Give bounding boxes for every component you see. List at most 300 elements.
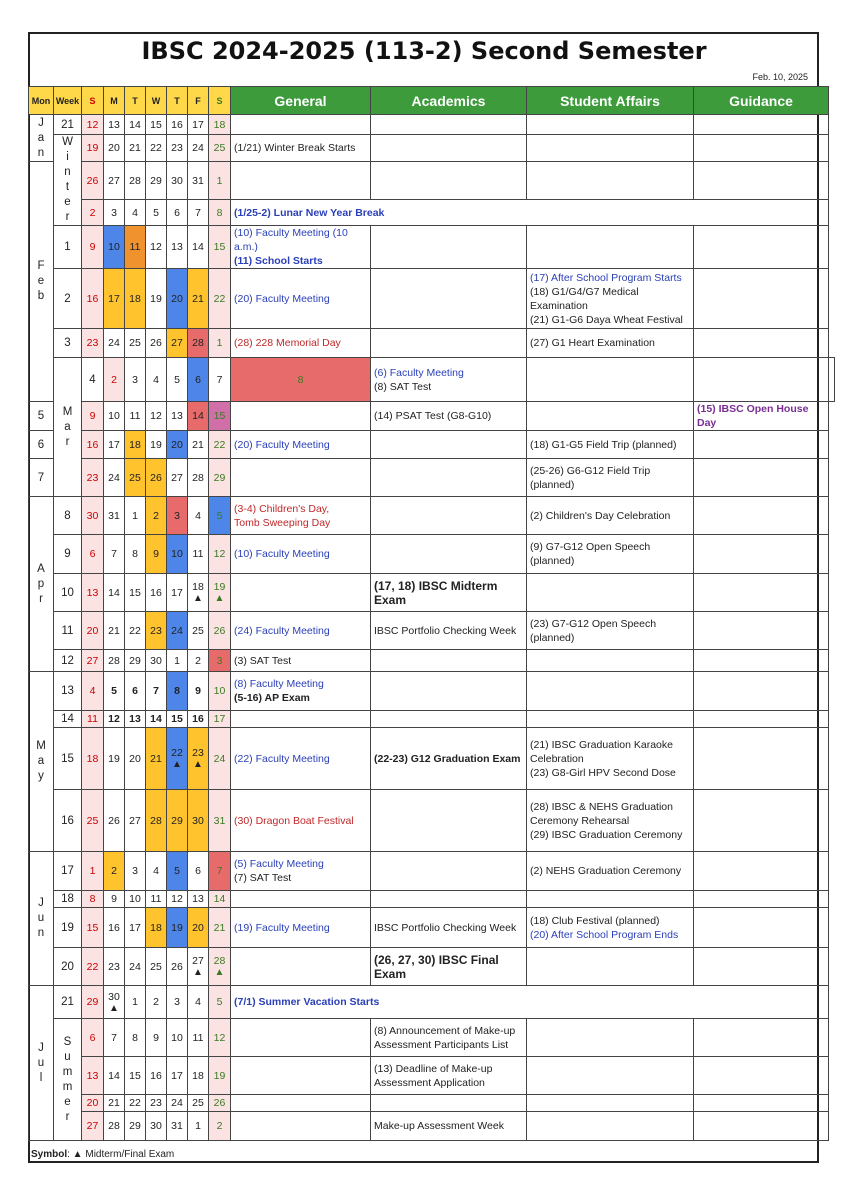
day-number: 7 [216,865,223,877]
day-number: 3 [174,996,180,1008]
academics-cell [371,535,527,574]
day-cell [188,402,209,431]
guidance-cell [694,162,829,200]
day-number: 28 [192,337,204,349]
day-number: 12 [171,893,183,905]
day-cell [167,728,188,790]
day-cell [188,728,209,790]
day-cell [82,200,104,226]
day-number: 20 [129,752,141,765]
week-row [29,711,835,728]
student-affairs-cell [527,790,694,852]
student-affairs-cell [527,908,694,948]
day-cell [209,1057,231,1095]
day-cell [146,728,167,790]
calendar-table [28,86,835,1141]
day-cell [167,908,188,948]
guidance-cell [694,115,829,135]
day-number: 27 [171,337,183,349]
day-number: 26 [150,337,162,349]
day-cell [146,1019,167,1057]
day-cell [209,135,231,162]
day-number: 29 [129,654,141,667]
week-row [29,226,835,269]
day-number: 7 [111,1031,117,1044]
guidance-event: (15) IBSC Open House Day [697,403,809,429]
day-cell [82,115,104,135]
day-cell [167,459,188,497]
week-number: 18 [54,891,82,908]
day-number: 12 [150,241,162,253]
day-number: 28 [150,814,162,827]
day-number: 21 [129,142,141,154]
general-event-line: (10) Faculty Meeting (10 a.m.) [234,227,348,253]
general-cell [231,115,371,135]
day-cell [209,329,231,358]
week-number: 10 [54,574,82,612]
day-number: 6 [174,206,180,219]
day-cell [104,612,125,650]
academics-cell [371,1112,527,1141]
week-number: 7 [29,459,54,497]
day-number: 20 [192,921,204,934]
exam-triangle-icon: ▲ [214,593,225,604]
guidance-cell [694,1095,829,1112]
day-number: 14 [213,893,226,905]
day-number: 11 [150,893,162,905]
day-cell [167,711,188,728]
day-cell [82,948,104,986]
academics-cell [371,459,527,497]
day-cell [125,790,146,852]
day-cell [209,650,231,672]
day-number: 9 [153,1031,159,1044]
general-event-line: (3-4) Children's Day, [234,502,330,515]
day-number: 19 [86,142,99,154]
day-cell [82,226,104,269]
header-day-thu: T [167,87,188,115]
header-general: General [231,87,371,115]
day-cell [209,612,231,650]
student-affairs-cell [527,269,694,329]
guidance-cell [694,431,829,459]
day-number: 16 [86,438,99,451]
day-number: 3 [132,865,138,877]
week-number: 11 [54,612,82,650]
day-cell [167,162,188,200]
general-cell [231,497,371,535]
day-cell [209,986,231,1019]
day-cell [125,115,146,135]
day-number: 23 [192,747,204,759]
day-number: 23 [150,624,162,637]
day-number: 19 [213,1069,226,1082]
guidance-cell [694,1112,829,1141]
day-number: 13 [129,713,141,725]
week-row [29,672,835,711]
guidance-cell [694,574,829,612]
day-cell [82,431,104,459]
day-number: 7 [195,206,201,219]
academics-cell [371,852,527,891]
student-affairs-event-line: (17) After School Program Starts [530,271,682,284]
day-cell [188,497,209,535]
guidance-cell [694,612,829,650]
week-row [29,1057,835,1095]
day-cell [146,402,167,431]
header-day-fri: F [188,87,209,115]
week-row [29,1019,835,1057]
day-cell [82,711,104,728]
week-row [29,852,835,891]
header-day-sun: S [82,87,104,115]
academics-cell [371,1095,527,1112]
day-cell [125,269,146,329]
student-affairs-cell [527,612,694,650]
day-number: 8 [89,893,96,905]
day-cell [82,852,104,891]
day-cell [167,329,188,358]
day-number: 19 [171,921,183,934]
day-number: 10 [171,548,183,560]
day-cell [104,1095,125,1112]
day-cell [146,790,167,852]
general-event-line: (8) SAT Test [374,380,432,393]
academics-cell [371,1019,527,1057]
day-number: 25 [192,624,204,637]
student-affairs-cell [527,948,694,986]
day-number: 24 [108,471,120,484]
student-affairs-event: (27) G1 Heart Examination [530,337,655,349]
day-cell [104,948,125,986]
week-row [29,535,835,574]
general-cell [231,612,371,650]
academics-cell [371,431,527,459]
day-number: 6 [195,373,201,386]
student-affairs-cell [527,459,694,497]
day-number: 12 [150,410,162,422]
day-number: 22 [150,142,162,154]
day-number: 25 [86,814,99,827]
student-affairs-cell [527,1112,694,1141]
day-cell [125,431,146,459]
week-row [29,891,835,908]
day-number: 17 [192,118,204,131]
day-number: 14 [108,1069,120,1082]
day-cell [167,612,188,650]
exam-triangle-icon: ▲ [193,593,203,604]
day-cell [209,1095,231,1112]
day-cell [167,790,188,852]
week-row [29,431,835,459]
day-number: 27 [171,471,183,484]
day-number: 25 [129,471,141,484]
week-row [29,162,835,200]
day-cell [125,162,146,200]
day-cell [209,459,231,497]
day-cell [146,135,167,162]
merged-event-cell: (1/25-2) Lunar New Year Break [231,200,829,226]
day-number: 2 [153,996,159,1008]
general-event-line: Tomb Sweeping Day [234,516,331,529]
day-cell [209,226,231,269]
exam-triangle-icon: ▲ [193,759,203,770]
student-affairs-event-line: Ceremony Rehearsal [530,814,630,827]
header-student-affairs: Student Affairs [527,87,694,115]
day-number: 11 [192,1031,204,1044]
page-title: IBSC 2024-2025 (113-2) Second Semester [141,37,707,65]
guidance-cell [694,852,829,891]
exam-triangle-icon: ▲ [193,967,203,978]
academics-event: IBSC Portfolio Checking Week [374,624,517,637]
day-cell [104,1019,125,1057]
day-cell [125,986,146,1019]
day-number: 27 [86,1120,99,1132]
week-row [29,728,835,790]
day-number: 16 [150,586,162,599]
day-cell [209,672,231,711]
day-cell [104,1057,125,1095]
general-cell [231,459,371,497]
day-cell [188,790,209,852]
day-cell [146,269,167,329]
day-number: 31 [213,814,226,827]
day-cell [209,790,231,852]
day-cell [146,358,167,402]
day-cell [146,226,167,269]
guidance-cell [694,711,829,728]
day-number: 23 [150,1097,162,1109]
day-cell [82,1095,104,1112]
day-number: 10 [129,893,141,905]
day-cell [146,574,167,612]
day-cell [104,790,125,852]
academics-cell [371,672,527,711]
day-number: 6 [195,865,201,877]
guidance-cell [694,672,829,711]
day-cell [167,431,188,459]
general-event: (19) Faculty Meeting [234,921,330,934]
academics-cell [371,612,527,650]
day-number: 10 [108,241,120,253]
week-row [29,908,835,948]
academics-event: (14) PSAT Test (G8-G10) [374,410,492,422]
general-cell [231,574,371,612]
academics-cell [371,728,527,790]
general-cell [231,1057,371,1095]
general-cell [231,162,371,200]
academics-cell [371,948,527,986]
day-cell [82,535,104,574]
day-cell [167,115,188,135]
day-number: 24 [108,337,120,349]
day-number: 30 [86,509,99,522]
day-cell [125,497,146,535]
day-number: 22 [213,292,226,305]
exam-triangle-icon: ▲ [109,1002,119,1014]
general-cell [231,891,371,908]
day-number: 29 [150,174,162,187]
day-cell [146,1112,167,1141]
general-cell [231,1019,371,1057]
day-cell [104,459,125,497]
month-label-may [29,672,54,852]
academics-cell [527,358,694,402]
day-cell [167,269,188,329]
guidance-cell [694,1057,829,1095]
day-cell [209,402,231,431]
day-cell [167,402,188,431]
week-number: 19 [54,908,82,948]
day-cell [188,162,209,200]
week-row [29,115,835,135]
day-cell [146,948,167,986]
day-number: 20 [171,438,183,451]
week-number: 21 [54,986,82,1019]
day-number: 10 [108,410,120,422]
student-affairs-cell [527,711,694,728]
vertical-label: S u m m e r [62,1035,73,1123]
week-number: 16 [54,790,82,852]
header-guidance: Guidance [694,87,829,115]
vertical-label: W i n t e r [62,136,73,223]
day-cell [82,650,104,672]
day-number: 14 [108,586,120,599]
vertical-label: F e b [37,260,45,302]
day-number: 15 [86,921,99,934]
day-number: 3 [216,654,223,667]
day-cell [146,612,167,650]
day-number: 18 [150,921,162,934]
day-number: 30 [150,1120,162,1132]
student-affairs-event: (23) G7-G12 Open Speech (planned) [530,617,657,644]
day-cell [146,908,167,948]
academics-event-line: (13) Deadline of Make-up [374,1062,493,1075]
day-cell [82,269,104,329]
day-number: 26 [213,1097,226,1109]
general-event: (24) Faculty Meeting [234,624,330,637]
academics-event-line: Assessment Participants List [374,1038,509,1051]
general-cell [231,135,371,162]
week-number: 15 [54,728,82,790]
day-number: 23 [108,960,120,973]
week-row [29,948,835,986]
academics-event-line: (8) Announcement of Make-up [374,1024,516,1037]
week-number: 2 [54,269,82,329]
day-number: 3 [132,373,138,386]
day-cell [188,1057,209,1095]
day-cell [167,535,188,574]
day-number: 6 [89,1031,96,1044]
day-cell [146,162,167,200]
academics-cell [371,162,527,200]
day-number: 4 [195,509,201,522]
academics-cell [371,402,527,431]
day-cell [82,402,104,431]
academics-cell [371,226,527,269]
day-number: 19 [213,581,226,593]
day-cell [82,790,104,852]
day-number: 30 [150,654,162,667]
day-number: 2 [89,206,96,219]
day-cell [188,200,209,226]
header-day-tue: T [125,87,146,115]
day-number: 12 [86,118,99,131]
day-cell [146,672,167,711]
day-number: 28 [192,471,204,484]
week-row [29,497,835,535]
student-affairs-cell [527,1019,694,1057]
academics-event-line: Assessment Application [374,1076,485,1089]
day-number: 18 [213,118,226,131]
day-cell [125,852,146,891]
day-number: 2 [111,865,117,877]
week-number: 14 [54,711,82,728]
week-number: 1 [54,226,82,269]
day-cell [104,711,125,728]
day-number: 31 [192,174,204,187]
student-affairs-cell [527,115,694,135]
month-label-jun [29,852,54,986]
day-cell [188,908,209,948]
day-cell [167,135,188,162]
student-affairs-cell [527,852,694,891]
day-cell [188,711,209,728]
day-number: 22 [213,438,226,451]
day-number: 24 [129,960,141,973]
day-number: 28 [108,654,120,667]
day-number: 6 [89,548,96,560]
general-cell [231,908,371,948]
day-number: 16 [150,1069,162,1082]
day-number: 9 [153,548,159,560]
revision-date: Feb. 10, 2025 [752,72,808,82]
month-label-jan [29,115,54,162]
day-number: 15 [150,118,162,131]
day-cell [125,402,146,431]
day-cell [146,1057,167,1095]
day-cell [82,672,104,711]
day-cell [104,329,125,358]
day-cell [82,1057,104,1095]
day-cell [167,852,188,891]
day-number: 29 [213,471,226,484]
day-number: 5 [153,206,159,219]
day-number: 9 [195,685,201,697]
day-cell [146,891,167,908]
day-number: 1 [174,654,180,667]
day-cell [125,574,146,612]
day-number: 28 [108,1120,120,1132]
day-number: 23 [86,471,99,484]
day-number: 21 [108,1097,120,1109]
day-number: 1 [132,509,138,522]
day-number: 6 [132,685,138,697]
day-number: 19 [150,438,162,451]
general-event-line: (6) Faculty Meeting [374,366,464,379]
day-cell [146,115,167,135]
day-number: 3 [111,206,117,219]
day-cell [125,948,146,986]
general-cell [231,269,371,329]
day-number: 30 [108,990,120,1003]
day-number: 25 [150,960,162,973]
student-affairs-cell [527,162,694,200]
day-number: 24 [213,752,226,765]
guidance-cell [694,459,829,497]
day-number: 16 [192,713,204,725]
academics-cell [371,1057,527,1095]
